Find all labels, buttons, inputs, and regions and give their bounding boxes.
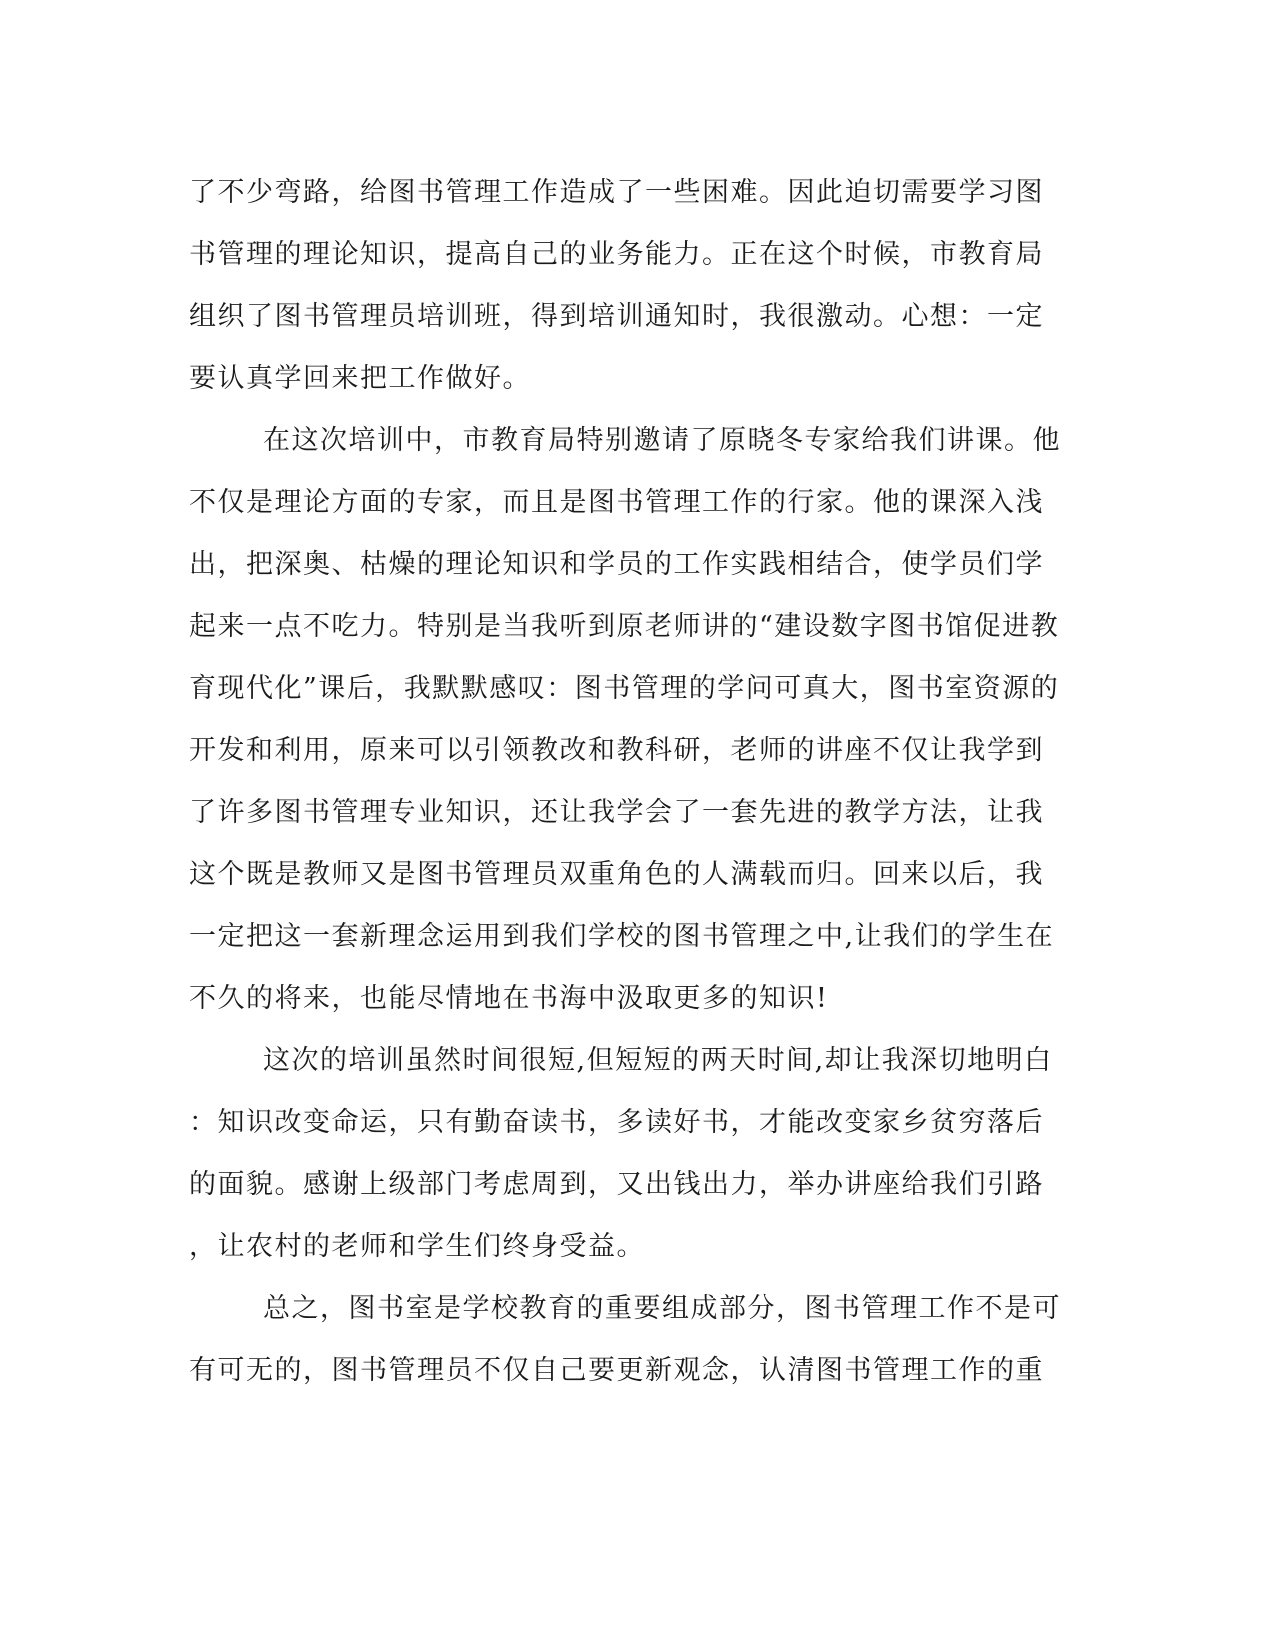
text-line: 组织了图书管理员培训班，得到培训通知时，我很激动。心想：一定 [189,301,1044,332]
text-line: 出，把深奥、枯燥的理论知识和学员的工作实践相结合，使学员们学 [189,549,1044,580]
text-line: 要认真学回来把工作做好。 [189,363,531,394]
text-line: 开发和利用，原来可以引领教改和教科研，老师的讲座不仅让我学到 [189,735,1044,766]
text-line: 了许多图书管理专业知识，还让我学会了一套先进的教学方法，让我 [189,797,1044,828]
paragraph-4 [189,1278,1089,1402]
text-line: 一定把这一套新理念运用到我们学校的图书管理之中,让我们的学生在 [189,921,1055,952]
text-line: 书管理的理论知识，提高自己的业务能力。正在这个时候，市教育局 [189,239,1044,270]
text-line: 这个既是教师又是图书管理员双重角色的人满载而归。回来以后，我 [189,859,1044,890]
paragraph-3 [189,1030,1089,1278]
text-line: 不仅是理论方面的专家，而且是图书管理工作的行家。他的课深入浅 [189,487,1044,518]
text-line: 了不少弯路，给图书管理工作造成了一些困难。因此迫切需要学习图 [189,177,1044,208]
text-line: 的面貌。感谢上级部门考虑周到，又出钱出力，举办讲座给我们引路 [189,1169,1044,1200]
text-line: 总之，图书室是学校教育的重要组成部分，图书管理工作不是可 [263,1293,1061,1324]
text-line: 不久的将来，也能尽情地在书海中汲取更多的知识! [189,983,829,1014]
text-line: 起来一点不吃力。特别是当我听到原老师讲的“建设数字图书馆促进教 [189,611,1060,642]
body-text [189,162,1089,1402]
text-line: ：知识改变命运，只有勤奋读书，多读好书，才能改变家乡贫穷落后 [189,1107,1044,1138]
text-line: 育现代化”课后，我默默感叹：图书管理的学问可真大，图书室资源的 [189,673,1060,704]
text-line: 在这次培训中，市教育局特别邀请了原晓冬专家给我们讲课。他 [263,425,1061,456]
paragraph-1 [189,162,1089,410]
paragraph-2 [189,410,1089,1030]
text-line: 有可无的，图书管理员不仅自己要更新观念，认清图书管理工作的重 [189,1355,1044,1386]
text-line: 这次的培训虽然时间很短,但短短的两天时间,却让我深切地明白 [263,1045,1053,1076]
text-line: ，让农村的老师和学生们终身受益。 [189,1231,645,1262]
